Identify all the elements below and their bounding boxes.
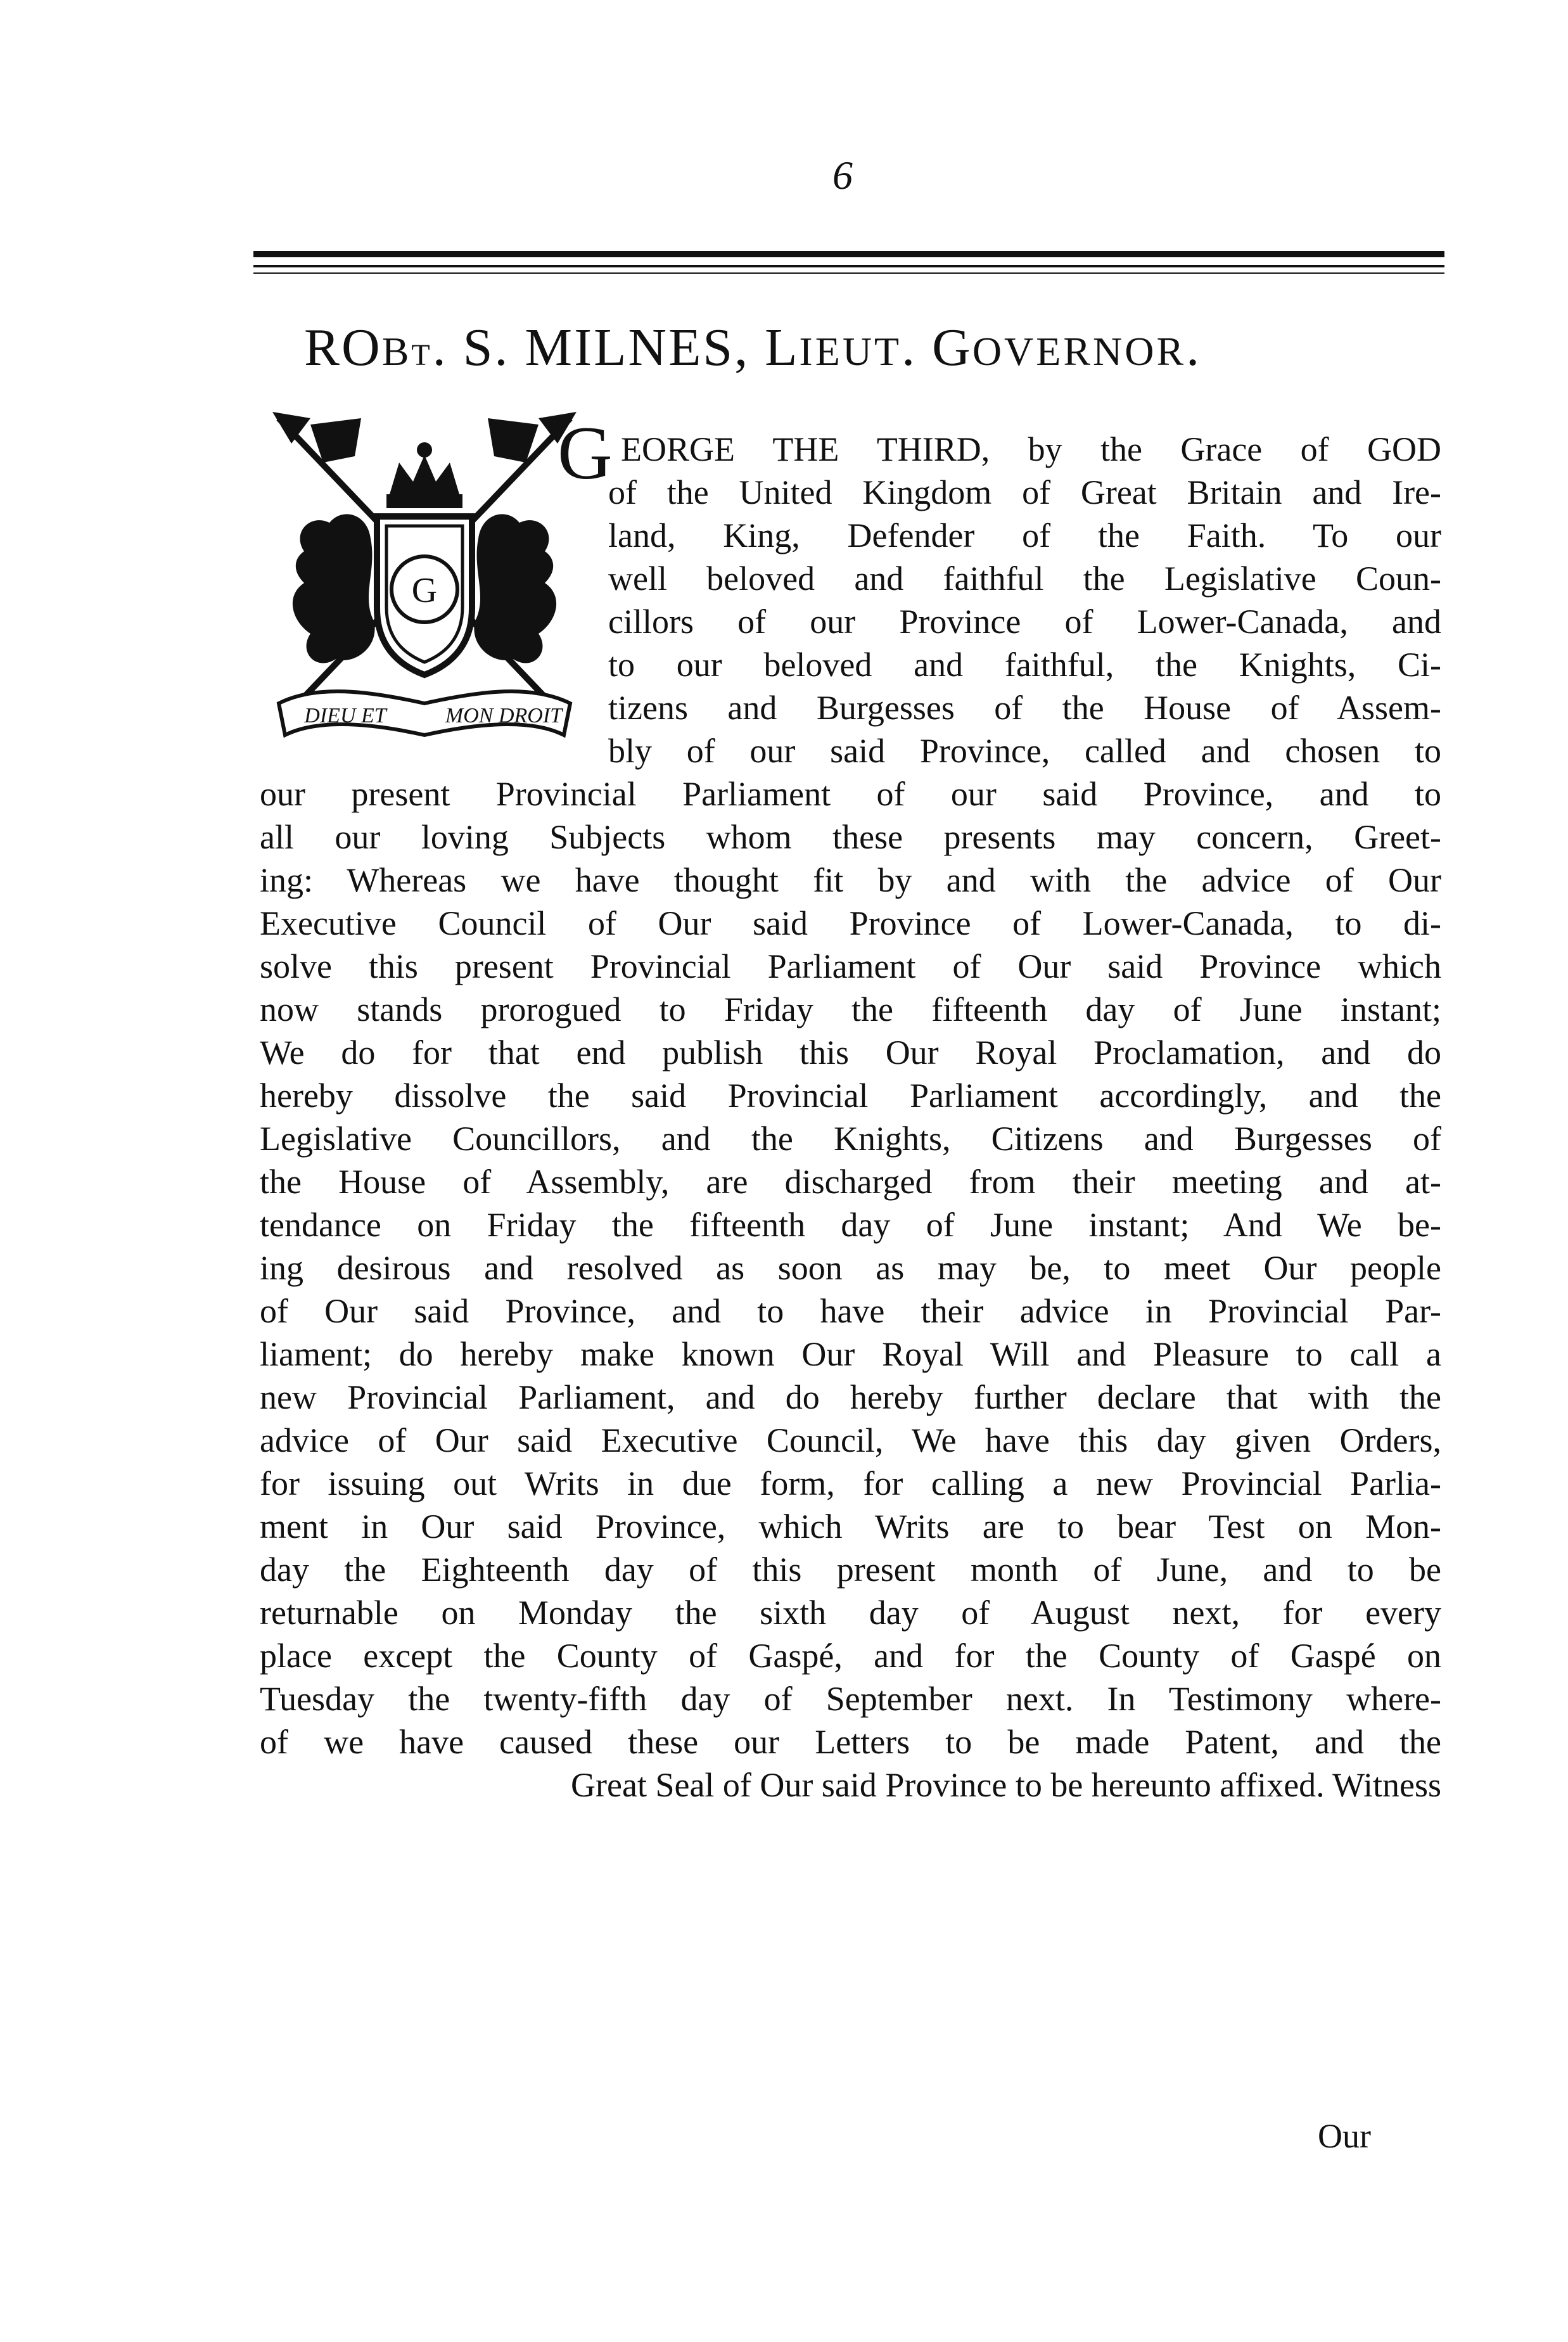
proclamation-line: well beloved and faithful the Legislative Coun-: [608, 560, 1441, 598]
proclamation-line: our present Provincial Parliament of our said Province, and to: [260, 775, 1441, 813]
proclamation-line: solve this present Provincial Parliament of Our said Province which: [260, 947, 1441, 985]
proclamation-line: day the Eighteenth day of this present month of June, and to be: [260, 1551, 1441, 1589]
proclamation-line: Great Seal of Our said Province to be hereunto affixed. Witness: [571, 1766, 1441, 1804]
proclamation-line: to our beloved and faithful, the Knights, Ci-: [608, 646, 1441, 684]
proclamation-line: cillors of our Province of Lower-Canada, and: [608, 603, 1441, 641]
proclamation-line: the House of Assembly, are discharged from their meeting and at-: [260, 1163, 1441, 1201]
proclamation-line: Tuesday the twenty-fifth day of September next. In Testimony where-: [260, 1680, 1441, 1718]
proclamation-line: Legislative Councillors, and the Knights, Citizens and Burgesses of: [260, 1120, 1441, 1158]
motto-right: MON DROIT: [445, 704, 563, 727]
proclamation-line: liament; do hereby make known Our Royal Will and Pleasure to call a: [260, 1335, 1441, 1373]
proclamation-line: tendance on Friday the fifteenth day of June instant; And We be-: [260, 1206, 1441, 1244]
proclamation-line: new Provincial Parliament, and do hereby further declare that with the: [260, 1378, 1441, 1416]
proclamation-line: tizens and Burgesses of the House of Assem-: [608, 689, 1441, 727]
proclamation-line: of we have caused these our Letters to be made Patent, and the: [260, 1723, 1441, 1761]
page-number: 6: [832, 153, 853, 198]
proclamation-line: bly of our said Province, called and chosen to: [608, 732, 1441, 770]
catchword: Our: [1318, 2117, 1371, 2155]
proclamation-line: for issuing out Writs in due form, for calling a new Provincial Parlia-: [260, 1464, 1441, 1502]
proclamation-line: ing desirous and resolved as soon as may be, to meet Our people: [260, 1249, 1441, 1287]
motto-left: DIEU ET: [304, 704, 386, 727]
proclamation-line: returnable on Monday the sixth day of August next, for every: [260, 1594, 1441, 1632]
drop-cap-g: G: [558, 411, 613, 495]
proclamation-line: ing: Whereas we have thought fit by and with the advice of Our: [260, 861, 1441, 899]
royal-coat-of-arms-icon: [266, 406, 583, 760]
proclamation-line: We do for that end publish this Our Royal Proclamation, and do: [260, 1033, 1441, 1072]
header-rule-thin: [253, 265, 1444, 267]
proclamation-line: ment in Our said Province, which Writs are to bear Test on Mon-: [260, 1507, 1441, 1545]
header-rule-hairline: [253, 272, 1444, 274]
arms-center-letter: G: [411, 571, 438, 610]
proclamation-line: now stands prorogued to Friday the fifteenth day of June instant;: [260, 990, 1441, 1028]
proclamation-line: EORGE THE THIRD, by the Grace of GOD: [621, 430, 1441, 468]
proclamation-line: all our loving Subjects whom these presents may concern, Greet-: [260, 818, 1441, 856]
proclamation-line: land, King, Defender of the Faith. To our: [608, 516, 1441, 554]
proclamation-line: place except the County of Gaspé, and for the County of Gaspé on: [260, 1637, 1441, 1675]
proclamation-line: of the United Kingdom of Great Britain and Ire-: [608, 473, 1441, 511]
proclamation-line: of Our said Province, and to have their advice in Provincial Par-: [260, 1292, 1441, 1330]
proclamation-line: hereby dissolve the said Provincial Parliament accordingly, and the: [260, 1077, 1441, 1115]
header-rule-thick: [253, 251, 1444, 257]
governor-heading: ROBT. S. MILNES, LIEUT. GOVERNOR.: [304, 318, 1202, 377]
proclamation-line: advice of Our said Executive Council, We have this day given Orders,: [260, 1421, 1441, 1459]
proclamation-line: Executive Council of Our said Province of Lower-Canada, to di-: [260, 904, 1441, 942]
